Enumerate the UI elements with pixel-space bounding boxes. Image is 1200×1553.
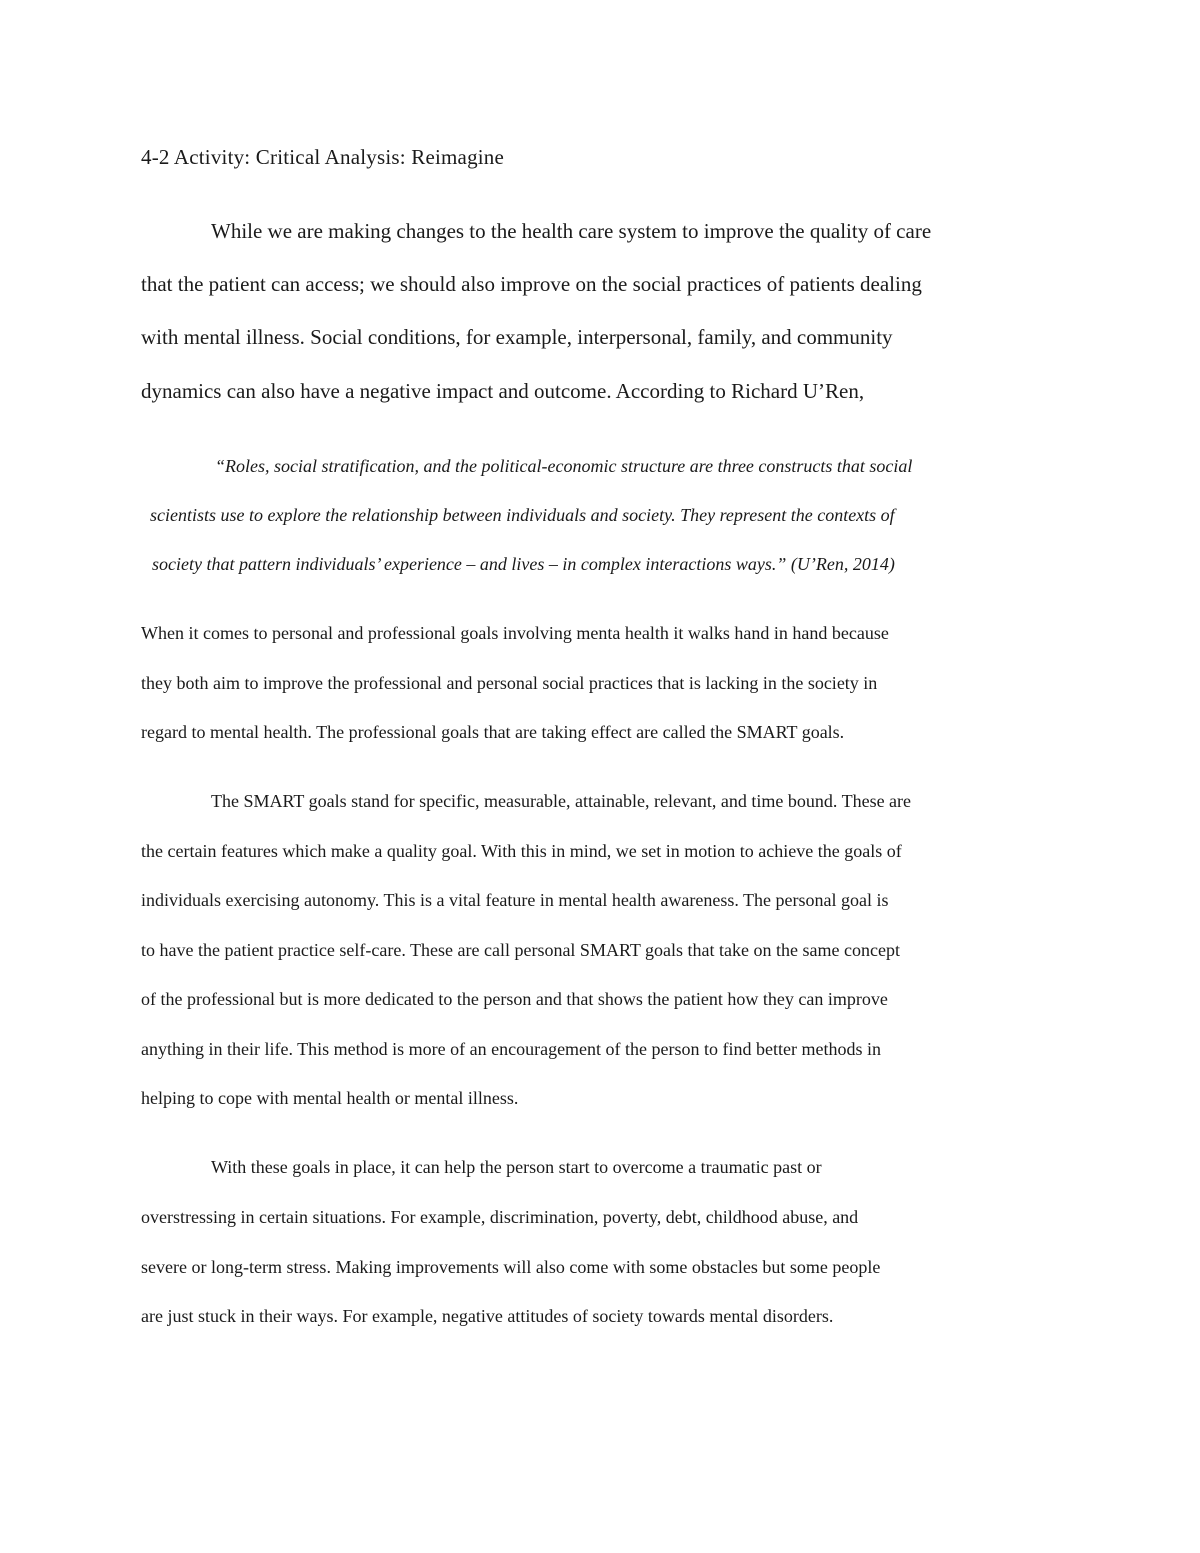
paragraph-3-line-2: the certain features which make a quality goal. With this in mind, we set in motion to achieve the goals of [141,841,902,861]
block-quote-line-2: scientists use to explore the relationship between individuals and society. They represent the contexts of [150,505,895,525]
paragraph-3-line-5: of the professional but is more dedicated to the person and that shows the patient how they can improve [141,989,888,1009]
paragraph-3-line-4: to have the patient practice self-care. These are call personal SMART goals that take on the same concept [141,940,900,960]
paragraph-4-line-4: are just stuck in their ways. For example, negative attitudes of society towards mental disorders. [141,1306,834,1326]
paragraph-3-line-7: helping to cope with mental health or mental illness. [141,1088,519,1108]
paragraph-3-line-6: anything in their life. This method is more of an encouragement of the person to find better methods in [141,1039,881,1059]
paragraph-2-line-2: they both aim to improve the professional and personal social practices that is lacking in the society in [141,673,878,693]
document-title: 4-2 Activity: Critical Analysis: Reimagine [141,145,505,169]
paragraph-1-line-1: While we are making changes to the health care system to improve the quality of care [211,219,932,243]
block-quote-line-1: “Roles, social stratification, and the political-economic structure are three constructs that social [215,456,913,476]
paragraph-1-line-2: that the patient can access; we should also improve on the social practices of patients dealing [141,272,922,296]
paragraph-2-line-1: When it comes to personal and professional goals involving menta health it walks hand in hand because [141,623,889,643]
paragraph-3-line-3: individuals exercising autonomy. This is a vital feature in mental health awareness. The personal goal is [141,890,889,910]
paragraph-4-line-2: overstressing in certain situations. For example, discrimination, poverty, debt, childhood abuse, and [141,1207,859,1227]
paragraph-4-line-1: With these goals in place, it can help the person start to overcome a traumatic past or [211,1157,822,1177]
paragraph-1-line-4: dynamics can also have a negative impact and outcome. According to Richard U’Ren, [141,379,865,403]
paragraph-3-line-1: The SMART goals stand for specific, measurable, attainable, relevant, and time bound. These are [211,791,912,811]
paragraph-1-line-3: with mental illness. Social conditions, for example, interpersonal, family, and community [141,325,893,349]
paragraph-2-line-3: regard to mental health. The professional goals that are taking effect are called the SMART goals. [141,722,845,742]
block-quote-line-3: society that pattern individuals’ experience – and lives – in complex interactions ways.” (U’Ren, 2014) [152,554,895,574]
paragraph-4-line-3: severe or long-term stress. Making improvements will also come with some obstacles but some people [141,1257,881,1277]
